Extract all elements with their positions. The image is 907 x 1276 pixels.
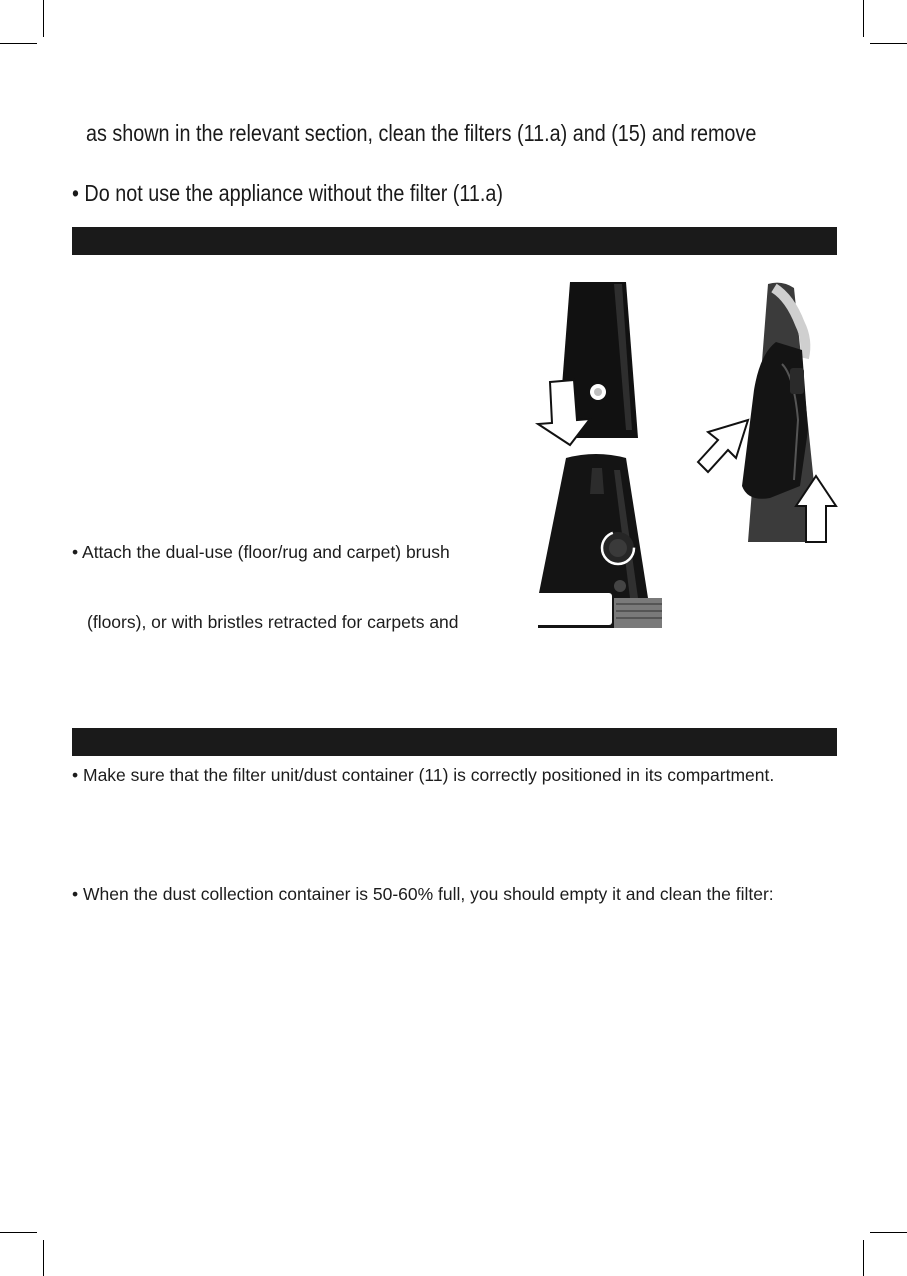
brush-text-line-1: • Attach the dual-use (floor/rug and carpet) brush: [72, 542, 450, 562]
crop-mark-top-left-h: [0, 43, 37, 44]
crop-mark-top-left-v: [43, 0, 44, 37]
hose-attach-illustration: [530, 280, 670, 628]
crop-mark-bottom-right-v: [863, 1240, 864, 1276]
handle-clip-illustration: [690, 280, 840, 550]
crop-mark-bottom-right-h: [870, 1232, 907, 1233]
section-header-bar-2: [72, 728, 837, 756]
crop-mark-bottom-left-h: [0, 1232, 37, 1233]
filter-text-line-2: • When the dust collection container is 50-60% full, you should empty it and clean the filter:: [72, 884, 774, 904]
crop-mark-top-right-h: [870, 43, 907, 44]
intro-line: as shown in the relevant section, clean the filters (11.a) and (15) and remove: [86, 120, 757, 146]
filter-text-line-1: • Make sure that the filter unit/dust container (11) is correctly positioned in its compartment.: [72, 765, 775, 785]
section-header-bar-1: [72, 227, 837, 255]
warning-line: • Do not use the appliance without the filter (11.a): [72, 180, 503, 206]
brush-text-line-2: (floors), or with bristles retracted for carpets and: [87, 612, 459, 632]
crop-mark-top-right-v: [863, 0, 864, 37]
crop-mark-bottom-left-v: [43, 1240, 44, 1276]
